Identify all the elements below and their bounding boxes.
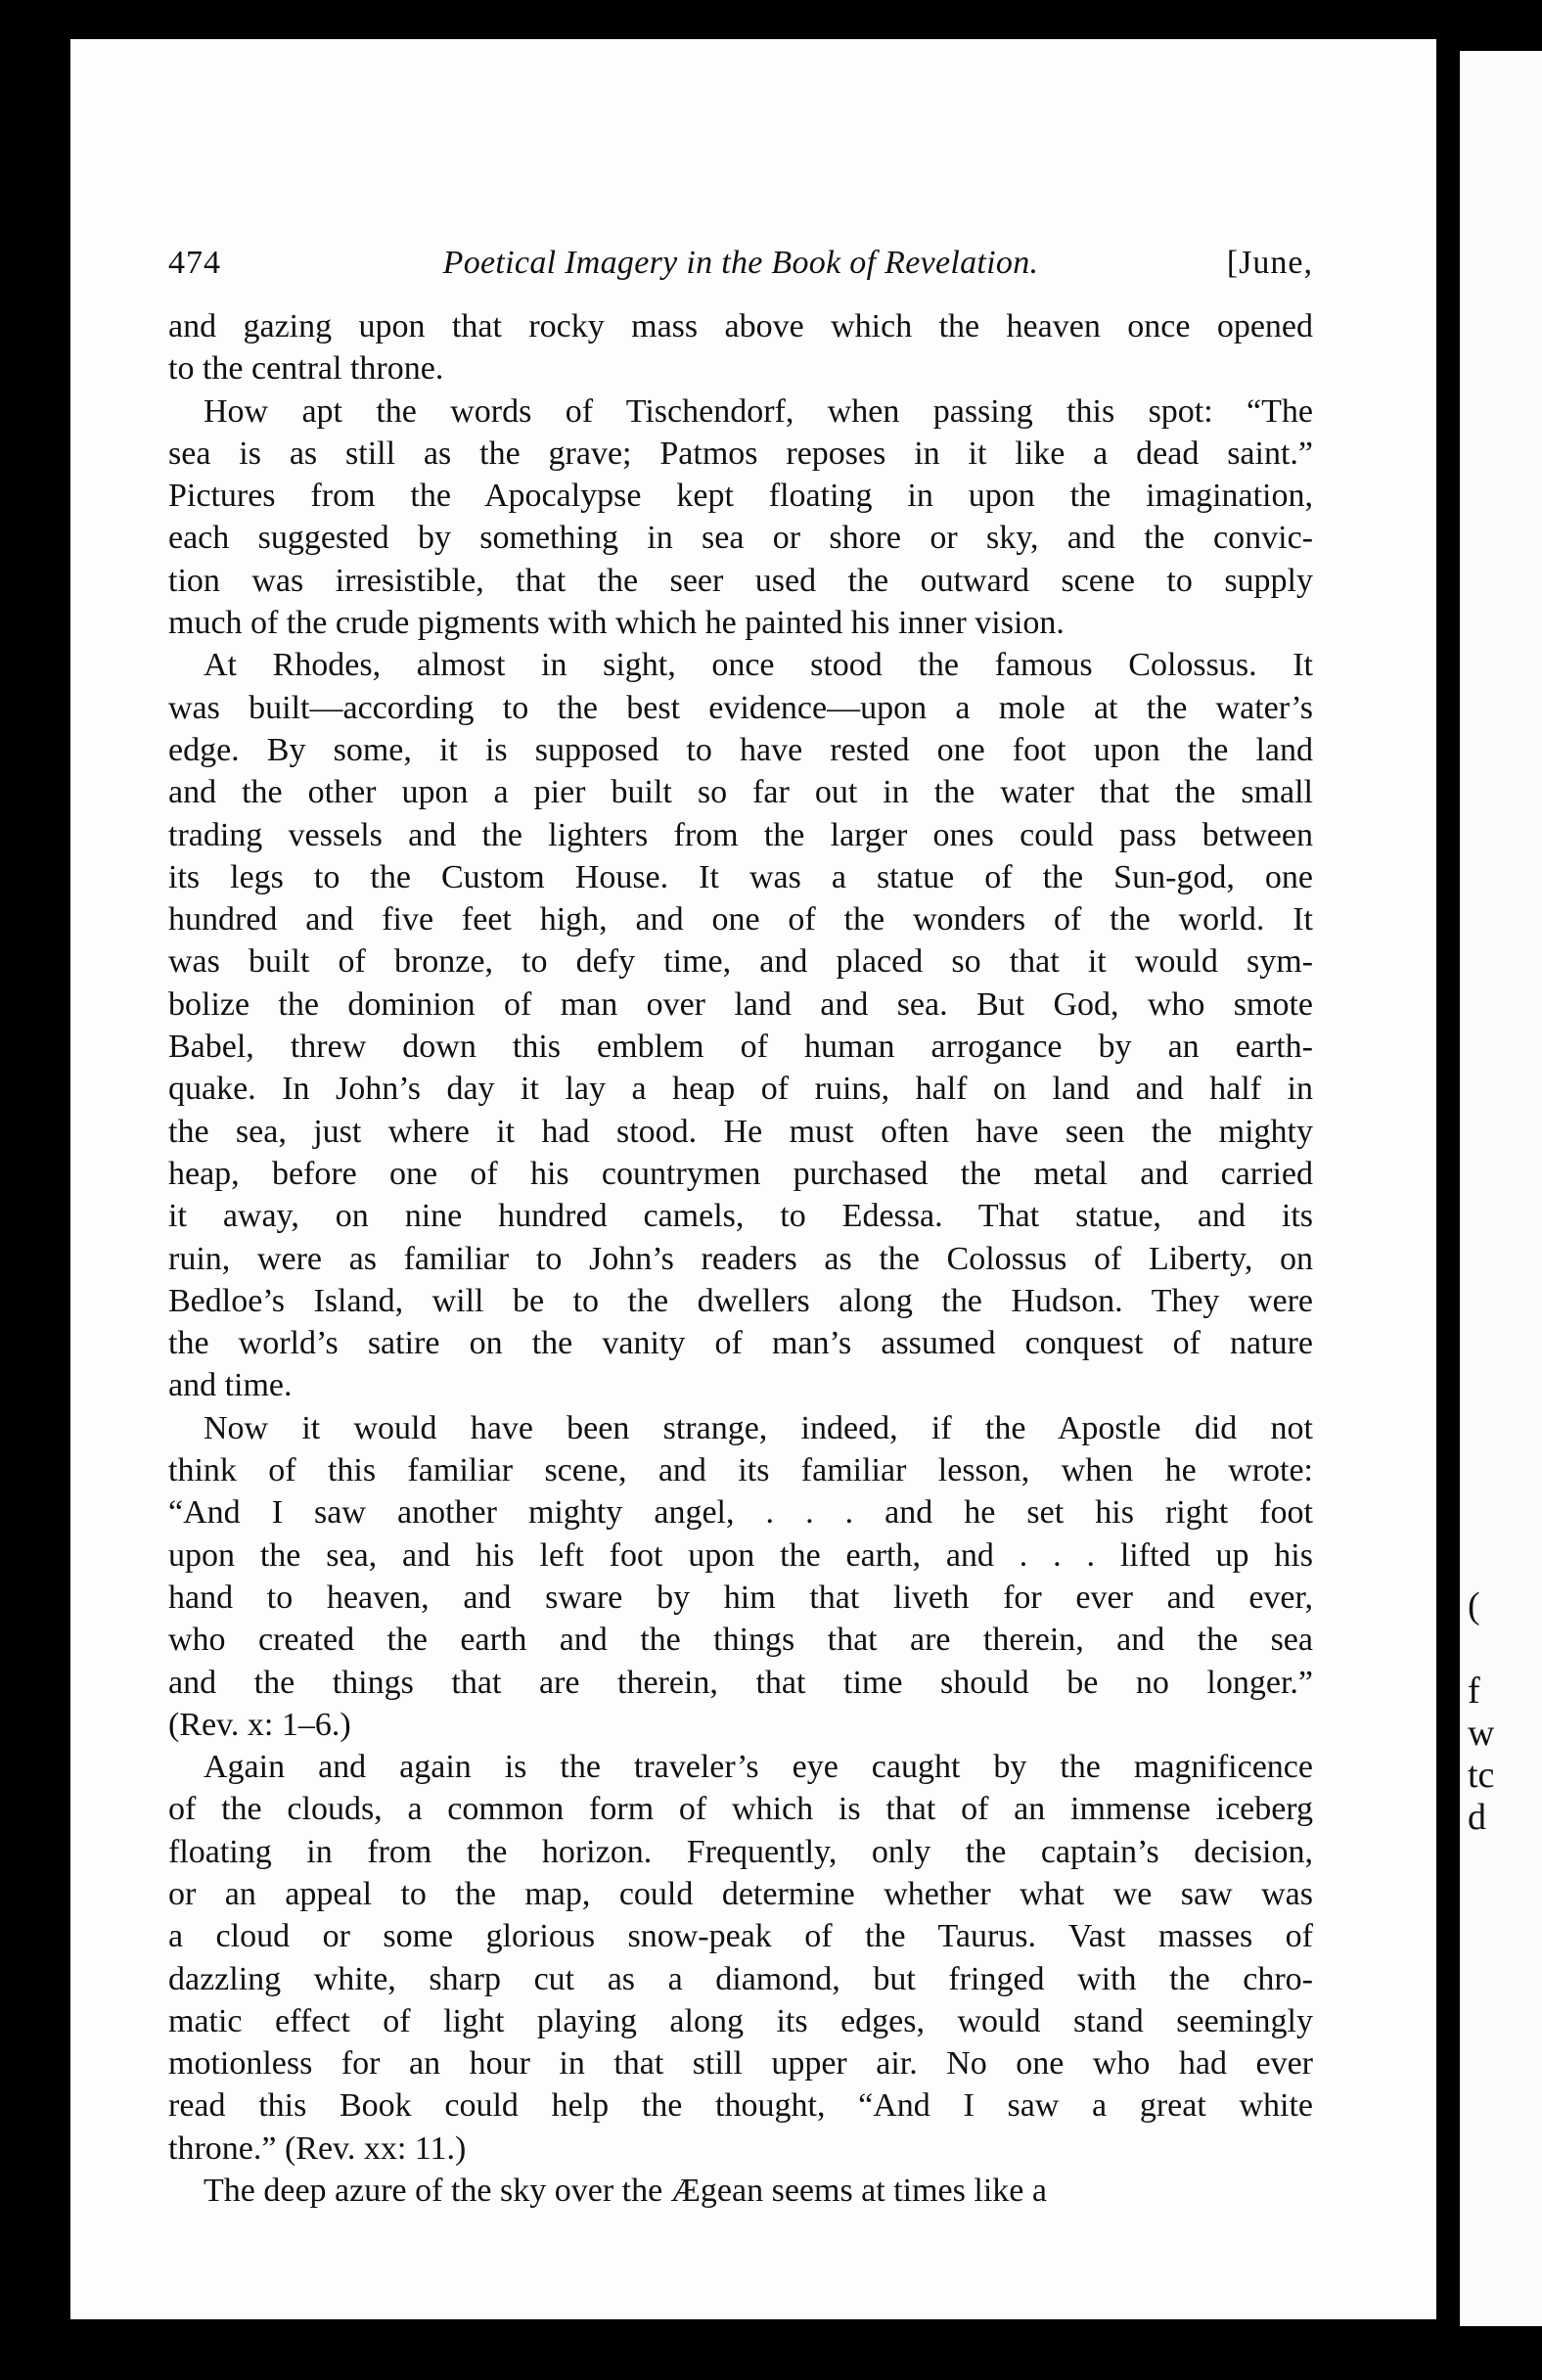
page-number: 474 [168, 245, 221, 281]
paragraph [168, 1407, 1313, 1746]
text-line: and time. [168, 1367, 293, 1404]
text-line: How apt the words of Tischendorf, when passing this spot: “The [204, 392, 1313, 430]
text-line: sea is as still as the grave; Patmos reposes in it like a dead saint.” [168, 435, 1313, 472]
text-line: bolize the dominion of man over land and sea. But God, who smote [168, 985, 1313, 1023]
text-line: of the clouds, a common form of which is that of an immense iceberg [168, 1791, 1313, 1828]
text-line: floating in from the horizon. Frequently, only the captain’s decision, [168, 1833, 1313, 1870]
paragraph [168, 644, 1313, 1406]
text-line: and the things that are therein, that time should be no longer.” [168, 1664, 1313, 1701]
text-line: who created the earth and the things that are therein, and the sea [168, 1622, 1313, 1659]
adjacent-page-fragment: w [1468, 1712, 1495, 1754]
text-line: heap, before one of his countrymen purchased the metal and carried [168, 1155, 1313, 1192]
text-line: At Rhodes, almost in sight, once stood the famous Colossus. It [204, 647, 1313, 684]
text-line: “And I saw another mighty angel, . . . and he set his right foot [168, 1494, 1313, 1532]
text-line: trading vessels and the lighters from the larger ones could pass between [168, 816, 1313, 853]
adjacent-page-fragment [1468, 1627, 1494, 1670]
header-month: [June, [1226, 245, 1313, 281]
page-header [168, 245, 1313, 294]
text-line: or an appeal to the map, could determine whether what we saw was [168, 1875, 1313, 1912]
text-line: throne.” (Rev. xx: 11.) [168, 2129, 467, 2167]
text-line: Now it would have been strange, indeed, if the Apostle did not [204, 1409, 1313, 1446]
text-line: the sea, just where it had stood. He must often have seen the mighty [168, 1113, 1313, 1150]
text-line: each suggested by something in sea or shore or sky, and the convic- [168, 520, 1313, 557]
text-line: upon the sea, and his left foot upon the earth, and . . . lifted up his [168, 1536, 1313, 1574]
text-line: matic effect of light playing along its edges, would stand seemingly [168, 2002, 1313, 2039]
adjacent-page-fragments [1468, 1585, 1494, 1840]
text-line: The deep azure of the sky over the Ægean seems at times like a [204, 2173, 1047, 2210]
adjacent-page-fragment: d [1468, 1797, 1486, 1839]
text-line: Pictures from the Apocalypse kept floating in upon the imagination, [168, 478, 1313, 515]
text-line: tion was irresistible, that the seer used the outward scene to supply [168, 562, 1313, 599]
paragraph [168, 305, 1313, 390]
body-text [168, 305, 1313, 2212]
paragraph [168, 390, 1313, 645]
text-line: quake. In John’s day it lay a heap of ruins, half on land and half in [168, 1071, 1313, 1108]
text-line: and gazing upon that rocky mass above which the heaven once opened [168, 308, 1313, 344]
text-line: a cloud or some glorious snow-peak of the Taurus. Vast masses of [168, 1918, 1313, 1955]
text-line: Again and again is the traveler’s eye caught by the magnificence [204, 1749, 1313, 1786]
text-line: to the central throne. [168, 350, 444, 388]
text-line: motionless for an hour in that still upper air. No one who had ever [168, 2045, 1313, 2082]
text-line: was built—according to the best evidence—upon a mole at the water’s [168, 689, 1313, 726]
running-title: Poetical Imagery in the Book of Revelation. [442, 245, 1039, 281]
text-line: Bedloe’s Island, will be to the dwellers along the Hudson. They were [168, 1282, 1313, 1319]
adjacent-page-edge [1460, 51, 1542, 2326]
text-line: and the other upon a pier built so far out in the water that the small [168, 774, 1313, 811]
text-line: was built of bronze, to defy time, and placed so that it would sym- [168, 943, 1313, 981]
paragraph [168, 1746, 1313, 2170]
text-line: (Rev. x: 1–6.) [168, 1706, 351, 1743]
adjacent-page-fragment: ( [1468, 1585, 1480, 1626]
text-line: Babel, threw down this emblem of human arrogance by an earth- [168, 1029, 1313, 1066]
text-line: it away, on nine hundred camels, to Edessa. That statue, and its [168, 1198, 1313, 1235]
text-line: the world’s satire on the vanity of man’s assumed conquest of nature [168, 1325, 1313, 1362]
text-line: dazzling white, sharp cut as a diamond, but fringed with the chro- [168, 1960, 1313, 1997]
text-line: its legs to the Custom House. It was a statue of the Sun-god, one [168, 858, 1313, 895]
paragraph [168, 2170, 1313, 2212]
adjacent-page-fragment: tc [1468, 1755, 1495, 1797]
text-line: edge. By some, it is supposed to have rested one foot upon the land [168, 731, 1313, 768]
text-line: much of the crude pigments with which he painted his inner vision. [168, 605, 1065, 642]
adjacent-page-fragment: f [1468, 1670, 1480, 1712]
text-line: hundred and five feet high, and one of the wonders of the world. It [168, 901, 1313, 938]
text-line: think of this familiar scene, and its familiar lesson, when he wrote: [168, 1452, 1313, 1489]
text-line: hand to heaven, and sware by him that liveth for ever and ever, [168, 1579, 1313, 1616]
text-line: read this Book could help the thought, “And I saw a great white [168, 2087, 1313, 2125]
text-line: ruin, were as familiar to John’s readers as the Colossus of Liberty, on [168, 1240, 1313, 1277]
